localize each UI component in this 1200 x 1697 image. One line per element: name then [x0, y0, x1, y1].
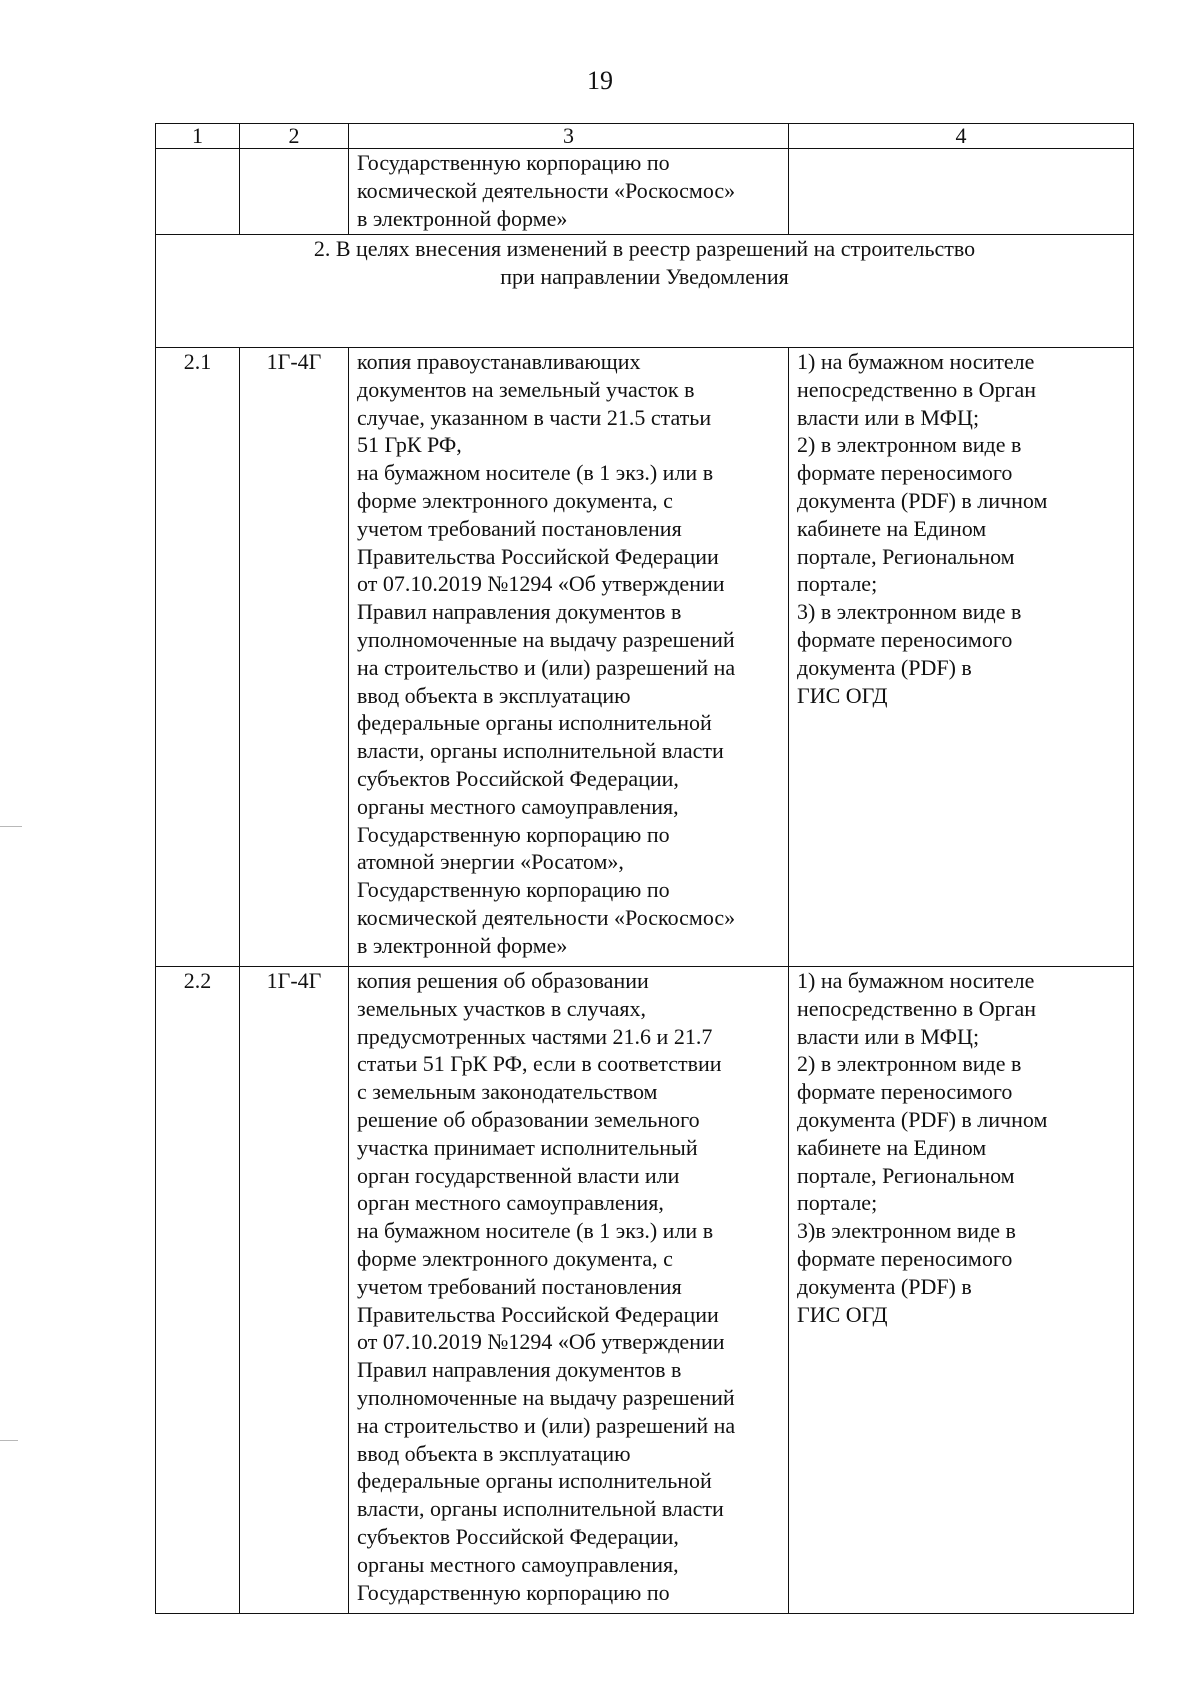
- text-line: при направлении Уведомления: [500, 264, 789, 289]
- text-line: документа (PDF) в личном: [797, 487, 1048, 513]
- text-line: участка принимает исполнительный: [357, 1134, 698, 1160]
- text-line: документа (PDF) в: [797, 654, 972, 680]
- text-line: 1) на бумажном носителе: [797, 349, 1035, 374]
- text-line: портале;: [797, 1190, 878, 1216]
- text-line: Государственную корпорацию по: [357, 877, 670, 903]
- text-line: 2) в электронном виде в: [797, 432, 1022, 458]
- text-line: Правительства Российской Федерации: [357, 543, 719, 569]
- column-header-4: 4: [789, 124, 1134, 149]
- text-line: непосредственно в Орган: [797, 376, 1037, 402]
- text-line: с земельным законодательством: [357, 1079, 658, 1105]
- text-line: ввод объекта в эксплуатацию: [357, 1440, 631, 1466]
- text-line: ГИС ОГД: [797, 682, 888, 708]
- text-line: 1) на бумажном носителе: [797, 968, 1035, 993]
- text-line: документов на земельный участок в: [357, 376, 695, 402]
- text-line: Государственную корпорацию по: [357, 1579, 670, 1605]
- text-line: субъектов Российской Федерации,: [357, 765, 679, 791]
- text-line: в электронной форме»: [357, 932, 568, 958]
- text-line: ввод объекта в эксплуатацию: [357, 682, 631, 708]
- text-line: 2. В целях внесения изменений в реестр разрешений на строительство: [313, 236, 976, 261]
- text-line: копия решения об образовании: [357, 968, 649, 993]
- column-number-header-row: [156, 124, 1134, 149]
- text-line: на строительство и (или) разрешений на: [357, 654, 736, 680]
- section-title: [156, 235, 1134, 348]
- text-line: предусмотренных частями 21.6 и 21.7: [357, 1023, 713, 1049]
- text-line: учетом требований постановления: [357, 515, 682, 541]
- text-line: решение об образовании земельного: [357, 1106, 700, 1132]
- text-line: субъектов Российской Федерации,: [357, 1523, 679, 1549]
- scan-artifact-line: [0, 826, 22, 827]
- text-line: органы местного самоуправления,: [357, 793, 679, 819]
- text-line: земельных участков в случаях,: [357, 995, 646, 1021]
- table-row: [156, 967, 1134, 1614]
- text-line: формате переносимого: [797, 626, 1013, 652]
- text-line: Правил направления документов в: [357, 599, 682, 625]
- continuation-method-cell: [789, 149, 1134, 235]
- text-line: формате переносимого: [797, 1245, 1013, 1271]
- text-line: федеральные органы исполнительной: [357, 710, 712, 736]
- row-code: 1Г-4Г: [240, 348, 349, 967]
- continuation-cell-1: [156, 149, 240, 235]
- text-line: от 07.10.2019 №1294 «Об утверждении: [357, 1329, 725, 1355]
- text-line: органы местного самоуправления,: [357, 1551, 679, 1577]
- text-line: уполномоченные на выдачу разрешений: [357, 1384, 735, 1410]
- text-line: Правил направления документов в: [357, 1357, 682, 1383]
- row-number: 2.2: [156, 967, 240, 1614]
- text-line: власти или в МФЦ;: [797, 1023, 980, 1049]
- text-line: от 07.10.2019 №1294 «Об утверждении: [357, 571, 725, 597]
- requirements-table: [155, 123, 1134, 1614]
- text-line: космической деятельности «Роскосмос»: [357, 904, 736, 930]
- text-line: 3)в электронном виде в: [797, 1218, 1016, 1244]
- text-line: на бумажном носителе (в 1 экз.) или в: [357, 460, 714, 486]
- text-line: кабинете на Едином: [797, 1134, 987, 1160]
- text-line: Государственную корпорацию по: [357, 821, 670, 847]
- document-description: [349, 348, 789, 967]
- text-line: уполномоченные на выдачу разрешений: [357, 626, 735, 652]
- text-line: портале, Региональном: [797, 1162, 1015, 1188]
- text-line: учетом требований постановления: [357, 1273, 682, 1299]
- submission-method: [789, 348, 1134, 967]
- text-line: формате переносимого: [797, 460, 1013, 486]
- text-line: 51 ГрК РФ,: [357, 432, 462, 458]
- section-header-row: [156, 235, 1134, 348]
- table-row: [156, 348, 1134, 967]
- text-line: портале, Региональном: [797, 543, 1015, 569]
- row-code: 1Г-4Г: [240, 967, 349, 1614]
- column-header-1: 1: [156, 124, 240, 149]
- text-line: ГИС ОГД: [797, 1301, 888, 1327]
- text-line: копия правоустанавливающих: [357, 349, 641, 374]
- text-line: портале;: [797, 571, 878, 597]
- text-line: космической деятельности «Роскосмос»: [357, 177, 736, 203]
- text-line: власти, органы исполнительной власти: [357, 1496, 724, 1522]
- text-line: кабинете на Едином: [797, 515, 987, 541]
- text-line: формате переносимого: [797, 1079, 1013, 1105]
- text-line: на строительство и (или) разрешений на: [357, 1412, 736, 1438]
- column-header-2: 2: [240, 124, 349, 149]
- page-number: 19: [587, 66, 613, 95]
- text-line: власти, органы исполнительной власти: [357, 738, 724, 764]
- text-line: 3) в электронном виде в: [797, 599, 1022, 625]
- text-line: форме электронного документа, с: [357, 1245, 673, 1271]
- continuation-doc-cell: [349, 149, 789, 235]
- document-description: [349, 967, 789, 1614]
- text-line: непосредственно в Орган: [797, 995, 1037, 1021]
- text-line: документа (PDF) в: [797, 1273, 972, 1299]
- submission-method: [789, 967, 1134, 1614]
- text-line: Государственную корпорацию по: [357, 150, 670, 175]
- column-header-3: 3: [349, 124, 789, 149]
- row-number: 2.1: [156, 348, 240, 967]
- text-line: орган местного самоуправления,: [357, 1190, 664, 1216]
- text-line: атомной энергии «Росатом»,: [357, 849, 624, 875]
- text-line: власти или в МФЦ;: [797, 404, 980, 430]
- text-line: документа (PDF) в личном: [797, 1106, 1048, 1132]
- text-line: федеральные органы исполнительной: [357, 1468, 712, 1494]
- text-line: орган государственной власти или: [357, 1162, 680, 1188]
- continuation-row: [156, 149, 1134, 235]
- text-line: в электронной форме»: [357, 205, 568, 231]
- continuation-cell-2: [240, 149, 349, 235]
- scan-artifact-line: [0, 1440, 18, 1441]
- text-line: статьи 51 ГрК РФ, если в соответствии: [357, 1051, 722, 1077]
- text-line: Правительства Российской Федерации: [357, 1301, 719, 1327]
- text-line: на бумажном носителе (в 1 экз.) или в: [357, 1218, 714, 1244]
- text-line: форме электронного документа, с: [357, 487, 673, 513]
- text-line: случае, указанном в части 21.5 статьи: [357, 404, 712, 430]
- text-line: 2) в электронном виде в: [797, 1051, 1022, 1077]
